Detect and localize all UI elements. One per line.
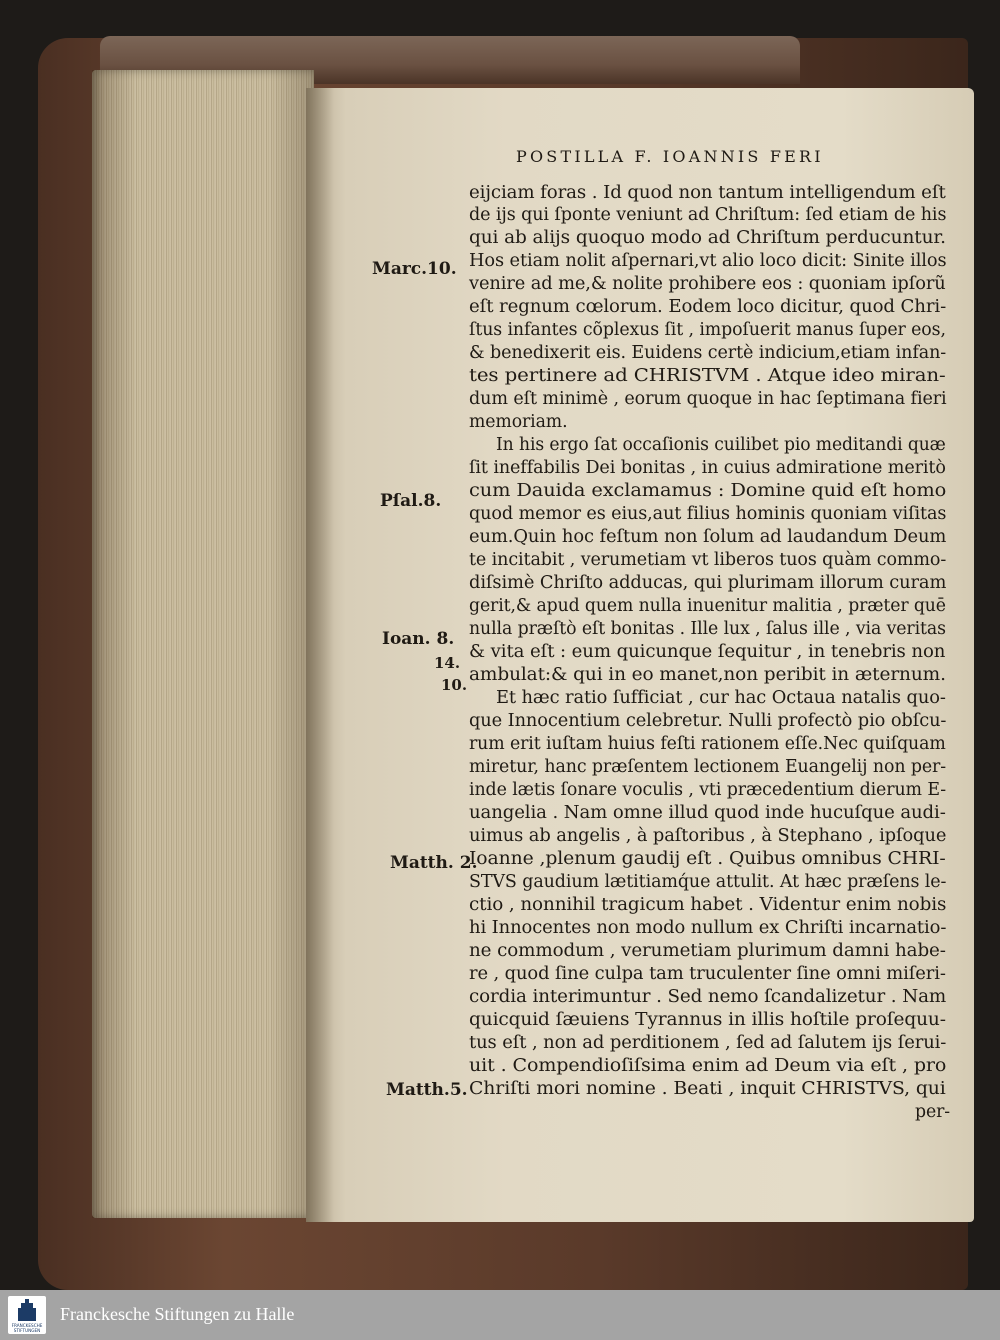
page-edges-shadow [92, 70, 314, 1218]
logo-text [8, 1324, 46, 1333]
text-line: ſtus infantes cõplexus ſit , impoſuerit manus ſuper eos, [469, 320, 946, 340]
text-line: qui ab alijs quoquo modo ad Chriſtum perducuntur. [469, 228, 946, 248]
text-line: hi Innocentes non modo nullum ex Chriſti incarnatio- [469, 918, 947, 938]
text-line: tes pertinere ad CHRISTVM . Atque ideo miran- [469, 366, 946, 386]
footer-bar [0, 1290, 1000, 1340]
text-line: Chriſti mori nomine . Beati , inquit CHRISTVS, qui [469, 1079, 946, 1099]
text-line: nulla præſtò eſt bonitas . Ille lux , ſalus ille , via veritas [469, 619, 946, 639]
footer-title: Franckesche Stiftungen zu Halle [60, 1304, 295, 1324]
logo-text-line-1: FRANCKESCHE [11, 1323, 43, 1328]
marginal-note-14: 14. [434, 654, 461, 672]
text-line: Et hæc ratio ſufficiat , cur hac Octaua natalis quo- [496, 688, 946, 708]
text-line: quod memor es eius,aut filius hominis quoniam viſitas [469, 504, 947, 524]
text-line: tus eſt , non ad perditionem , ſed ad ſalutem ijs ſerui- [469, 1033, 947, 1053]
text-line: gerit,& apud quem nulla inuenitur malitia , præter quē [469, 596, 946, 616]
text-line: ne commodum , verumetiam plurimum damni habe- [469, 941, 946, 961]
text-line: miretur, hanc præſentem lectionem Euangelij non per- [469, 757, 947, 777]
text-line: ctio , nonnihil tragicum habet . Videntur enim nobis [469, 895, 947, 915]
text-line: ambulat:& qui in eo manet,non peribit in æternum. [469, 665, 946, 685]
text-line: que Innocentium celebretur. Nulli profectò pio obſcu- [469, 711, 947, 731]
text-line: quicquid ſæuiens Tyrannus in illis hoſtile proſequu- [469, 1010, 946, 1030]
text-line: venire ad me,& nolite prohibere eos : quoniam ipſorũ [469, 274, 946, 294]
text-line: diſsimè Chriſto adducas, qui plurimam illorum curam [469, 573, 947, 593]
text-line: memoriam. [469, 412, 568, 432]
text-line: rum erit iuſtam huius feſti rationem eſſe.Nec quiſquam [469, 734, 946, 754]
text-line: eſt regnum cœlorum. Eodem loco dicitur, quod Chri- [469, 297, 947, 317]
text-line: ſit ineffabilis Dei bonitas , in cuius admiratione meritò [469, 458, 946, 478]
text-line: & benedixerit eis. Euidens certè indicium,etiam infan- [469, 343, 947, 363]
logo-text-line-2: STIFTUNGEN [13, 1327, 41, 1333]
text-line: STVS gaudium lætitiamq́ue attulit. At hæc præſens le- [469, 872, 947, 892]
text-line: eum.Quin hoc feſtum non ſolum ad laudandum Deum [469, 527, 947, 547]
text-line: In his ergo ſat occaſionis cuilibet pio meditandi quæ [496, 435, 946, 455]
text-line: te incitabit , verumetiam vt liberos tuos quàm commo- [469, 550, 947, 570]
text-line: Hos etiam nolit aſpernari,vt alio loco dicit: Sinite illos [469, 251, 947, 271]
marginal-note-matth-2: Matth. 2. [390, 853, 478, 873]
text-line: cordia interimuntur . Sed nemo ſcandalizetur . Nam [469, 987, 947, 1007]
page-gutter-shadow [306, 88, 334, 1222]
marginal-note-ioan: Ioan. 8. [382, 629, 455, 649]
marginal-note-marc: Marc.10. [372, 259, 457, 279]
text-line: cum Dauida exclamamus : Domine quid eſt homo [469, 481, 947, 501]
running-head: POSTILLA F. IOANNIS FERI [516, 147, 824, 166]
text-line: uimus ab angelis , à paſtoribus , à Stephano , ipſoque [469, 826, 947, 846]
text-line: re , quod ſine culpa tam truculenter ſine omni miſeri- [469, 964, 946, 984]
text-line: uangelia . Nam omne illud quod inde hucuſque audi- [469, 803, 946, 823]
text-line: de ijs qui ſponte veniunt ad Chriſtum: ſed etiam de his [469, 205, 947, 225]
text-line: inde lætis ſonare voculis , vti præcedentium dierum E- [469, 780, 947, 800]
text-line: & vita eſt : eum quicunque ſequitur , in tenebris non [469, 642, 946, 662]
text-line: Ioanne ,plenum gaudij eſt . Quibus omnibus CHRI- [469, 849, 946, 869]
logo-building [18, 1308, 36, 1321]
catchword: per- [915, 1102, 950, 1122]
text-line: uit . Compendioſiſsima enim ad Deum via eſt , pro [469, 1056, 947, 1076]
marginal-note-10: 10. [441, 676, 468, 694]
marginal-note-matth-5: Matth.5. [386, 1080, 468, 1100]
text-line: eijciam foras . Id quod non tantum intelligendum eſt [469, 183, 946, 203]
marginal-note-psal: Pſal.8. [380, 491, 442, 511]
text-line: dum eſt minimè , eorum quoque in hac ſeptimana fieri [469, 389, 947, 409]
franckesche-stiftungen-logo [8, 1296, 46, 1334]
